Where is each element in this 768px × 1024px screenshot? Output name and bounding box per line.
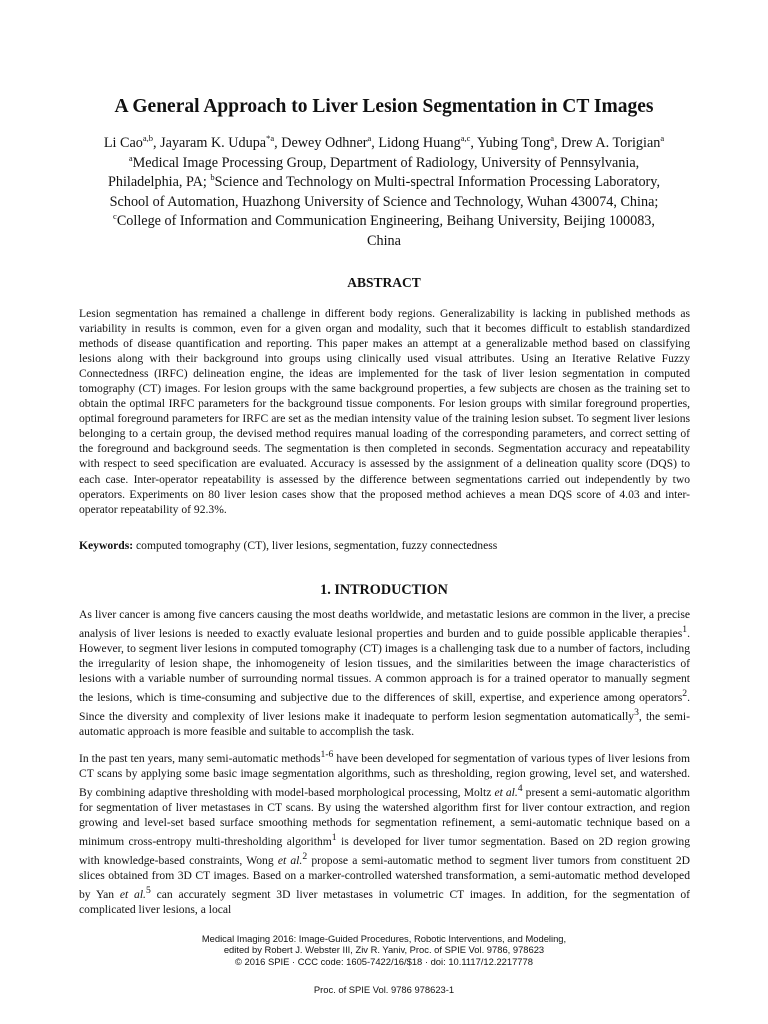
keywords-label: Keywords:: [79, 539, 134, 552]
citation-mark: 4: [517, 782, 523, 794]
affiliation-mark: c: [113, 211, 117, 222]
paragraph-text: , the semi-automatic approach is more feasible and suitable to accomplish the task.: [79, 709, 690, 738]
paper-title: A General Approach to Liver Lesion Segmentation in CT Images: [114, 96, 654, 117]
paragraph-text: In the past ten years, many semi-automatic methods: [79, 751, 321, 765]
affiliation-text: Medical Image Processing Group, Department of Radiology, University of Pennsylvania,: [132, 154, 640, 171]
paragraph-text: can accurately segment 3D liver metastases in volumetric CT images. In addition, for the segmentation of complicated liver lesions, a local: [79, 887, 690, 916]
intro-paragraph-2: [79, 747, 690, 917]
paragraph-text: present a semi-automatic algorithm for segmentation of liver metastases in CT scans. By using the watershed algorithm first for liver contour extraction, and region growing and level-set based surface smoothing methods for segmentation refinement, a semi-automatic technique based on a minimum cross-entropy multi-thresholding algorithm: [79, 785, 690, 848]
author-name: , Lidong Huang: [371, 135, 461, 151]
section-heading-introduction: 1. INTRODUCTION: [320, 582, 448, 598]
affiliation-mark: *a: [266, 133, 275, 143]
citation-mark: 5: [145, 884, 151, 896]
publication-footer: [0, 933, 768, 967]
affiliation-mark: a: [128, 152, 133, 163]
et-al: et al.: [494, 785, 518, 799]
paragraph-text: have been developed for segmentation of various types of liver lesions from CT scans by applying some basic image segmentation algorithms, such as thresholding, region growing, level set, and watershed. By combining adaptive thresholding with model-based morphological processing, Moltz: [79, 751, 690, 799]
paragraph-text: . Since the diversity and complexity of liver lesions make it inadequate to perform lesion segmentation automatically: [79, 690, 690, 723]
citation-mark: 2: [682, 688, 688, 700]
author-name: , Yubing Tong: [470, 135, 551, 151]
footer-line: edited by Robert J. Webster III, Ziv R. Yaniv, Proc. of SPIE Vol. 9786, 978623: [223, 944, 545, 956]
affiliation-mark: a,b: [142, 133, 154, 143]
intro-paragraph-1: [79, 607, 690, 739]
abstract-body: Lesion segmentation has remained a challenge in different body regions. Generalizability is lacking in published methods as variability in results is common, even for a given organ and modality, such that it becomes difficult to establish standardized methods of disease quantification and reporting. This paper makes an attempt at a generalizable method based on classifying lesions along with their background into groups using clinically used visual attributes. Using an Iterative Relative Fuzzy Connectedness (IRFC) delineation engine, the ideas are implemented for the task of liver lesion segmentation in computed tomography (CT) images. For lesion groups with the same background properties, a few subjects are chosen as the training set to obtain the optimal IRFC parameters for the background tissue components. For lesion groups with similar foreground properties, optimal foreground parameters for IRFC are set as the median intensity value of the training lesion subset. To segment liver lesions belonging to a certain group, the devised method requires manual loading of the corresponding parameters, and correct setting of the foreground and background seeds. The segmentation is then completed in seconds. Segmentation accuracy and repeatability with respect to seed specification are evaluated. Accuracy is assessed by the assignment of a delineation quality score (DQS) to each case. Inter-operator repeatability is assessed by the difference between segmentations carried out independently by two operators. Experiments on 80 liver lesion cases show that the proposed method achieves a mean DQS score of 4.03 and inter-operator repeatability of 92.3%.: [79, 307, 690, 516]
affiliation-c-line2: China: [367, 232, 401, 249]
paragraph-text: . However, to segment liver lesions in computed tomography (CT) images is a challenging task due to a number of factors, including the irregularity of lesion shape, the inhomogeneity of lesion tissues, and the similarities between the image characteristics of lesions with a variable number of surrounding normal tissues. A common approach is for a trained operator to manually segment the lesions, which is time-consuming and subjective due to the differences of skill, expertise, and experience among operators: [79, 626, 690, 704]
affiliation-a: [40, 154, 728, 174]
footer-line: Medical Imaging 2016: Image-Guided Procedures, Robotic Interventions, and Modeling,: [201, 933, 567, 944]
affiliation-mark: a: [367, 133, 372, 143]
paragraph-text: propose a semi-automatic method to segment liver tumors from constituent 2D slices obtained from 3D CT images. Based on a marker-controlled watershed transformation, a semi-automatic method developed by Yan: [79, 853, 690, 901]
keywords: [79, 538, 690, 553]
author-list: [40, 134, 728, 154]
et-al: et al.: [277, 853, 303, 867]
affiliation-mark: b: [210, 172, 215, 183]
keywords-list: computed tomography (CT), liver lesions, segmentation, fuzzy connectedness: [133, 539, 498, 552]
author-block: [40, 134, 728, 252]
affiliation-c: [40, 212, 728, 232]
citation-mark: 1: [331, 831, 337, 843]
affiliation-text: Science and Technology on Multi-spectral Information Processing Laboratory,: [214, 174, 660, 191]
citation-mark: 1-6: [320, 749, 334, 760]
author-name: Li Cao: [103, 135, 143, 151]
author-name: , Dewey Odhner: [274, 135, 368, 151]
paragraph-text: is developed for liver tumor segmentation. Based on 2D region growing with knowledge-based constraints, Wong: [79, 834, 690, 867]
abstract-heading: ABSTRACT: [347, 275, 421, 290]
affiliation-mark: a: [660, 133, 665, 143]
paragraph-text: As liver cancer is among five cancers causing the most deaths worldwide, and metastatic lesions are common in the liver, a precise analysis of liver lesions is needed to exactly evaluate lesional properties and burden and to guide possible applicable therapies: [79, 608, 690, 640]
page-number: Proc. of SPIE Vol. 9786 978623-1: [313, 984, 455, 995]
affiliation-b-line2: School of Automation, Huazhong University of Science and Technology, Wuhan 430074, China;: [109, 193, 659, 210]
citation-mark: 2: [302, 850, 308, 862]
citation-mark: 1: [682, 624, 688, 636]
affiliation-b: [40, 173, 728, 193]
et-al: et al.: [119, 887, 146, 901]
affiliation-text: College of Information and Communication Engineering, Beihang University, Beijing 100083,: [116, 213, 655, 230]
author-name: , Jayaram K. Udupa: [153, 135, 267, 151]
affiliation-mark: a: [550, 133, 555, 143]
footer-line: © 2016 SPIE · CCC code: 1605-7422/16/$18 · doi: 10.1117/12.2217778: [235, 955, 533, 967]
affiliation-text: Philadelphia, PA;: [108, 174, 211, 191]
affiliation-mark: a,c: [460, 133, 471, 143]
author-name: , Drew A. Torigian: [554, 135, 661, 151]
citation-mark: 3: [634, 707, 639, 718]
